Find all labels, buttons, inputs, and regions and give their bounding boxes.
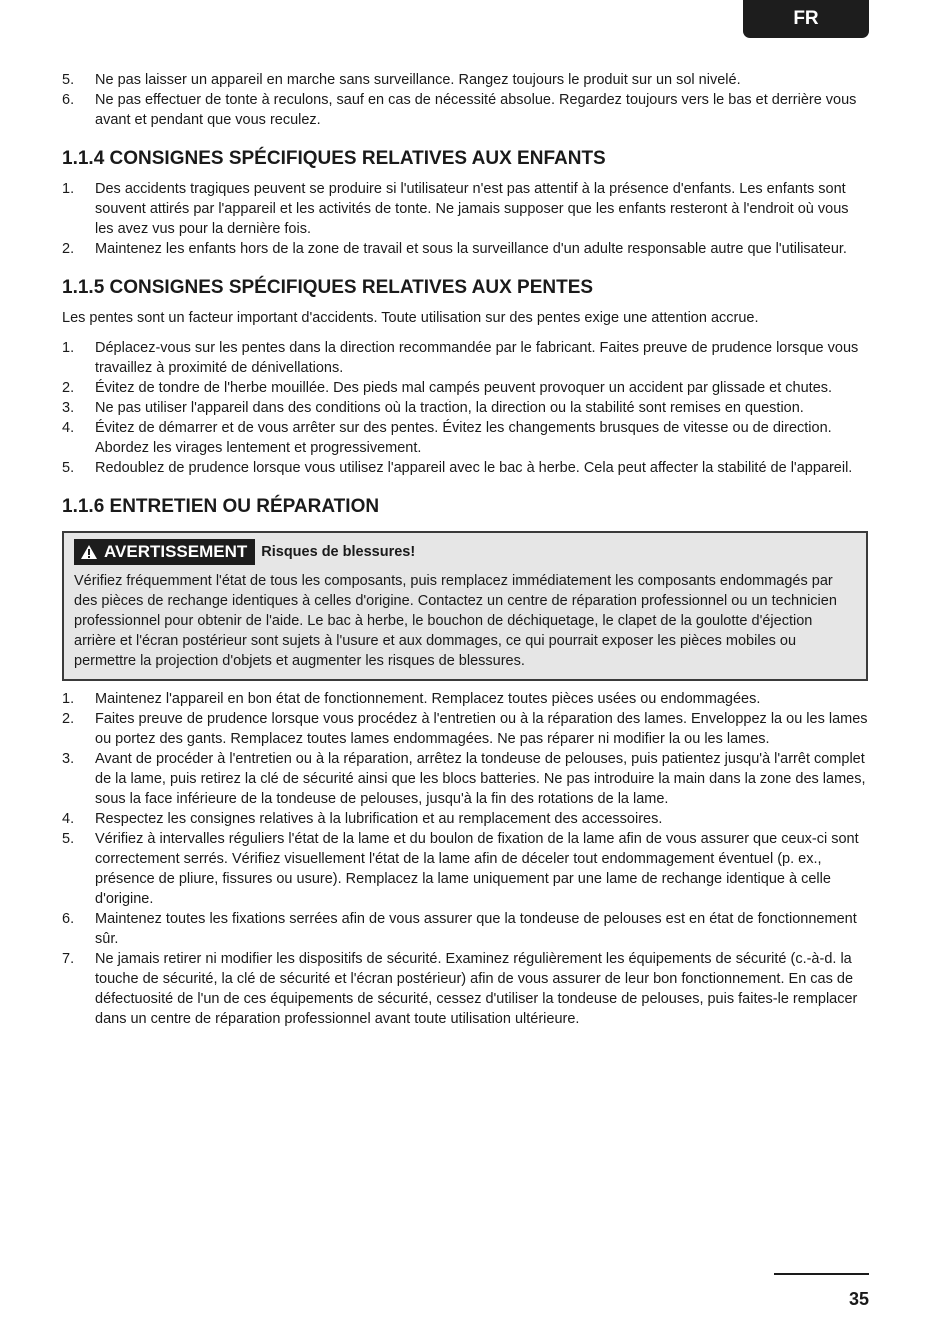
list-item	[62, 378, 868, 398]
item-number: 5.	[62, 460, 75, 476]
item-text: Ne pas utiliser l'appareil dans des conditions où la traction, la direction ou la stabilité sont remises en question.	[95, 400, 804, 416]
item-number: 2.	[62, 241, 75, 257]
item-text: Redoublez de prudence lorsque vous utilisez l'appareil avec le bac à herbe. Cela peut affecter la stabilité de l'appareil.	[95, 460, 853, 476]
language-tab: FR	[743, 0, 869, 38]
item-number: 5.	[62, 831, 75, 847]
warning-triangle-icon	[80, 544, 98, 560]
list-item	[62, 70, 868, 90]
item-text: Avant de procéder à l'entretien ou à la réparation, arrêtez la tondeuse de pelouses, puis patientez jusqu'à l'arrêt complet de la lame, puis retirez la clé de sécurité ainsi que les blocs batteries. Ne pas introduire la main dans la zone des lames, sous la face inférieure de la tondeuse de pelouses, jusqu'à la fin des rotations de la lame.	[95, 751, 866, 807]
item-number: 1.	[62, 691, 75, 707]
item-text: Respectez les consignes relatives à la lubrification et au remplacement des accessoires.	[95, 811, 663, 827]
warning-subtitle: Risques de blessures!	[261, 544, 416, 560]
item-number: 3.	[62, 400, 75, 416]
list-item	[62, 398, 868, 418]
warning-label	[74, 539, 255, 565]
item-text: Ne pas effectuer de tonte à reculons, sauf en cas de nécessité absolue. Regardez toujours vers le bas et derrière vous avant et pendant que vous reculez.	[95, 92, 857, 128]
item-text: Maintenez les enfants hors de la zone de travail et sous la surveillance d'un adulte responsable autre que l'utilisateur.	[95, 241, 847, 257]
list-item	[62, 909, 868, 949]
list-item	[62, 689, 868, 709]
item-number: 6.	[62, 911, 75, 927]
item-number: 4.	[62, 811, 75, 827]
item-text: Faites preuve de prudence lorsque vous procédez à l'entretien ou à la réparation des lames. Enveloppez la ou les lames ou portez des gants. Remplacez toutes lames endommagées. Ne pas réparer ni modifier la ou les lames.	[95, 711, 868, 747]
item-number: 1.	[62, 181, 75, 197]
list-item	[62, 949, 868, 1029]
item-number: 2.	[62, 711, 75, 727]
item-text: Évitez de tondre de l'herbe mouillée. Des pieds mal campés peuvent provoquer un accident par glissade et chutes.	[95, 380, 833, 396]
page-content	[62, 70, 868, 1029]
item-text: Maintenez l'appareil en bon état de fonctionnement. Remplacez toutes pièces usées ou endommagées.	[95, 691, 761, 707]
item-number: 3.	[62, 751, 75, 767]
item-text: Ne pas laisser un appareil en marche sans surveillance. Rangez toujours le produit sur un sol nivelé.	[95, 72, 741, 88]
list-item	[62, 809, 868, 829]
list-item	[62, 418, 868, 458]
list-item	[62, 458, 868, 478]
section-heading-children: 1.1.4 CONSIGNES SPÉCIFIQUES RELATIVES AUX ENFANTS	[62, 148, 606, 169]
maintenance-list	[62, 689, 868, 1029]
list-item	[62, 749, 868, 809]
item-text: Évitez de démarrer et de vous arrêter sur des pentes. Évitez les changements brusques de vitesse ou de direction. Abordez les virages lentement et progressivement.	[95, 420, 832, 456]
item-number: 4.	[62, 420, 75, 436]
warning-header	[74, 539, 856, 565]
warning-box	[62, 531, 868, 681]
list-item	[62, 338, 868, 378]
slopes-intro: Les pentes sont un facteur important d'accidents. Toute utilisation sur des pentes exige une attention accrue.	[62, 310, 759, 326]
item-text: Maintenez toutes les fixations serrées afin de vous assurer que la tondeuse de pelouses est en état de fonctionnement sûr.	[95, 911, 857, 947]
page-number: 35	[848, 1289, 869, 1309]
item-text: Déplacez-vous sur les pentes dans la direction recommandée par le fabricant. Faites preuve de prudence lorsque vous travaillez à proximité de dénivellations.	[95, 340, 859, 376]
slopes-list	[62, 338, 868, 478]
item-text: Des accidents tragiques peuvent se produire si l'utilisateur n'est pas attentif à la présence d'enfants. Les enfants sont souvent attirés par l'appareil et les activités de tonte. Ne jamais supposer que les enfants resteront à l'endroit où vous les avez vus pour la dernière fois.	[95, 181, 849, 237]
item-number: 2.	[62, 380, 75, 396]
item-number: 7.	[62, 951, 75, 967]
list-item	[62, 179, 868, 239]
list-item	[62, 709, 868, 749]
top-list	[62, 70, 868, 130]
footer-rule	[774, 1273, 869, 1275]
children-list	[62, 179, 868, 259]
list-item	[62, 90, 868, 130]
item-text: Ne jamais retirer ni modifier les dispositifs de sécurité. Examinez régulièrement les équipements de sécurité (c.-à-d. la touche de sécurité, la clé de sécurité et l'écran postérieur) afin de vous assurer de leur bon fonctionnement. En cas de défectuosité de l'un de ces équipements de sécurité, cessez d'utiliser la tondeuse de pelouses, puis faites-le remplacer dans un centre de réparation professionnel avant toute utilisation ultérieure.	[95, 951, 858, 1027]
section-heading-slopes: 1.1.5 CONSIGNES SPÉCIFIQUES RELATIVES AUX PENTES	[62, 277, 594, 298]
section-heading-maintenance: 1.1.6 ENTRETIEN OU RÉPARATION	[62, 496, 380, 517]
item-number: 6.	[62, 92, 75, 108]
item-text: Vérifiez à intervalles réguliers l'état de la lame et du boulon de fixation de la lame afin de vous assurer que ceux-ci sont correctement serrés. Vérifiez visuellement l'état de la lame afin de déceler tout endommagement éventuel (p. ex., présence de pliure, fissures ou usure). Remplacez la lame uniquement par une lame de rechange identique à celle d'origine.	[95, 831, 859, 907]
item-number: 5.	[62, 72, 75, 88]
warning-label-text: AVERTISSEMENT	[104, 542, 248, 561]
item-number: 1.	[62, 340, 75, 356]
list-item	[62, 239, 868, 259]
warning-text: Vérifiez fréquemment l'état de tous les composants, puis remplacez immédiatement les composants endommagés par des pièces de rechange identiques à celles d'origine. Contactez un centre de réparation professionnel ou un technicien professionnel pour obtenir de l'aide. Le bac à herbe, le bouchon de déchiquetage, le clapet de la goulotte d'éjection arrière et l'écran postérieur sont sujets à l'usure et aux dommages, ce qui pourrait exposer les pièces mobiles ou permettre la projection d'objets et augmenter les risques de blessures.	[74, 573, 837, 669]
list-item	[62, 829, 868, 909]
